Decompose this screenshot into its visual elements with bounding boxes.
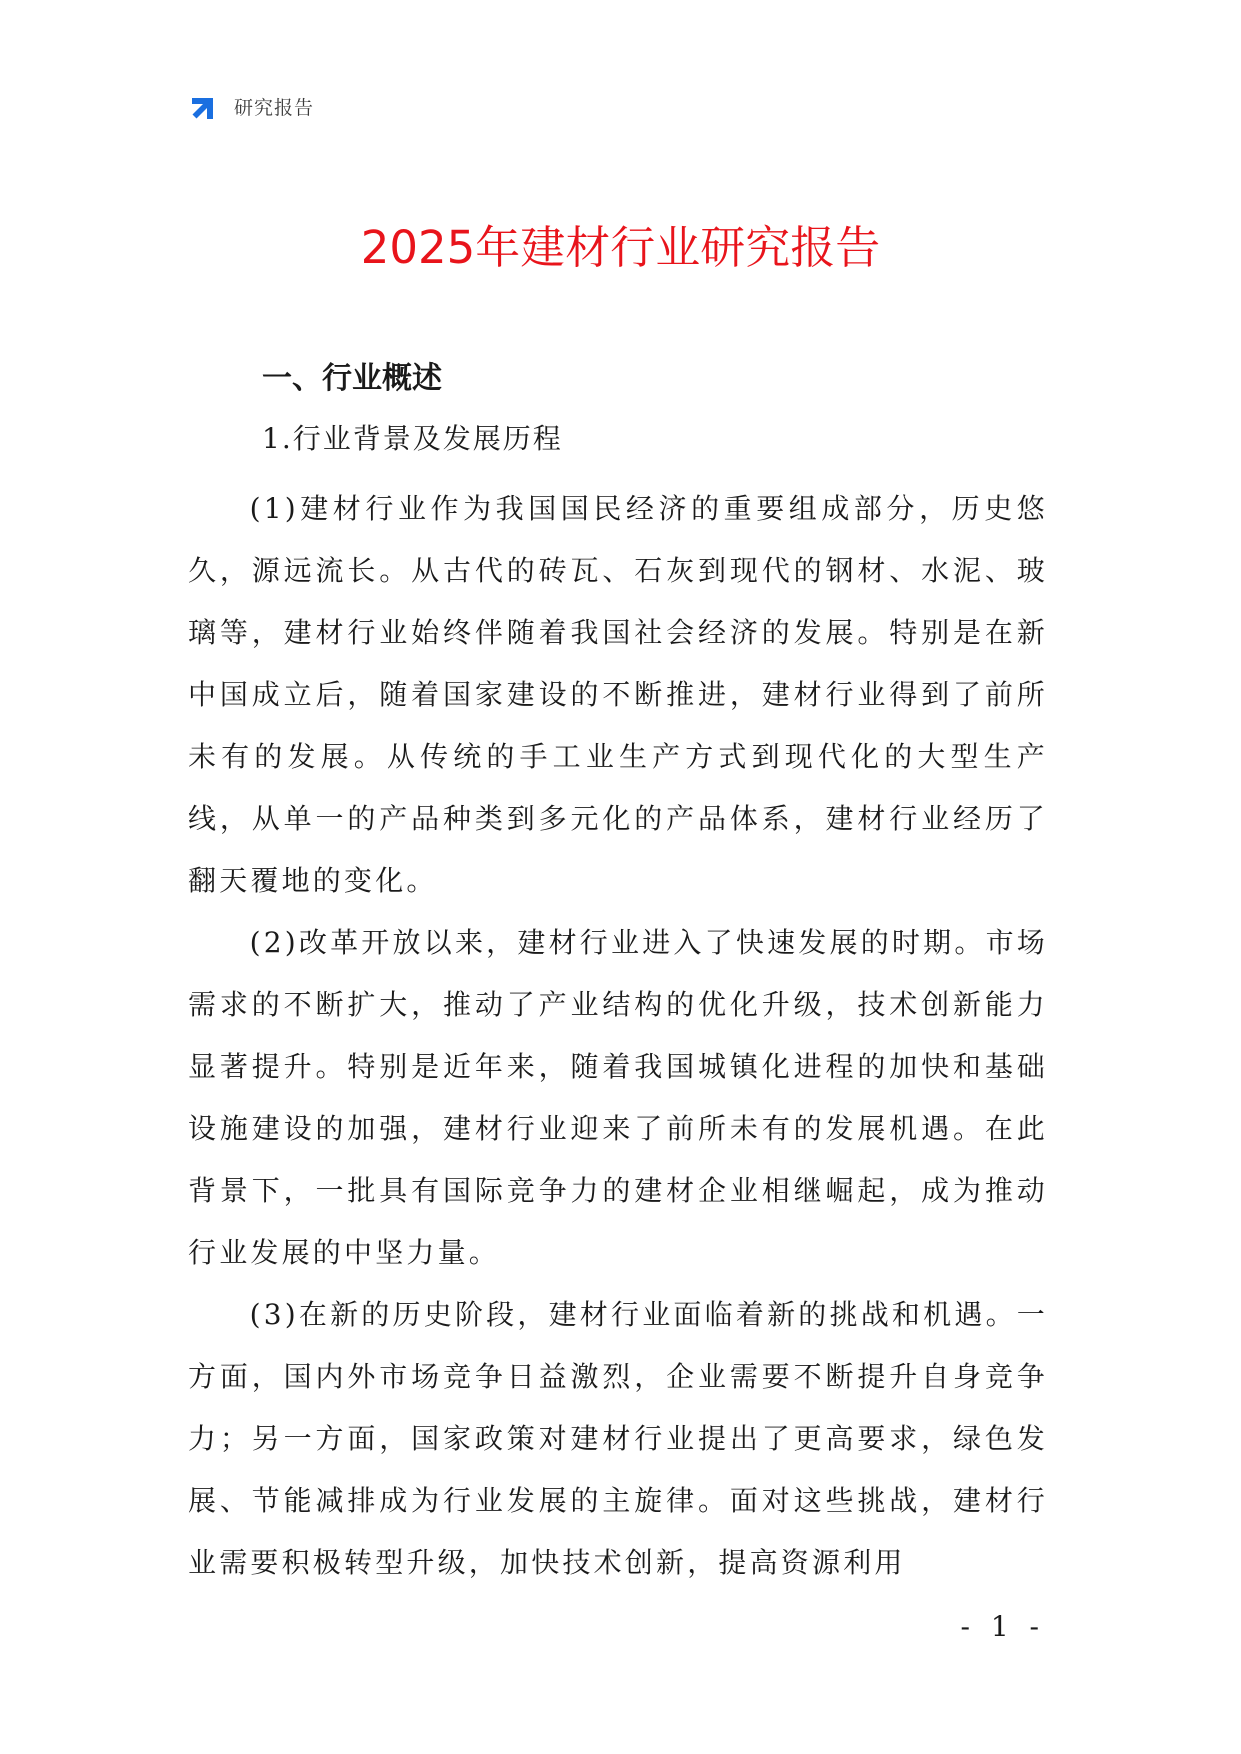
page-number: - 1 -: [960, 1610, 1045, 1643]
paragraph: (2)改革开放以来，建材行业进入了快速发展的时期。市场需求的不断扩大，推动了产业结构的优化升级，技术创新能力显著提升。特别是近年来，随着我国城镇化进程的加快和基础设施建设的加强，建材行业迎来了前所未有的发展机遇。在此背景下，一批具有国际竞争力的建材企业相继崛起，成为推动行业发展的中坚力量。: [188, 926, 1048, 1269]
body-text: [188, 478, 1048, 1594]
header-label: 研究报告: [234, 96, 315, 119]
sub-heading: 1.行业背景及发展历程: [262, 422, 563, 455]
page-header: [188, 88, 314, 124]
paragraph: (1)建材行业作为我国国民经济的重要组成部分，历史悠久，源远流长。从古代的砖瓦、石灰到现代的钢材、水泥、玻璃等，建材行业始终伴随着我国社会经济的发展。特别是在新中国成立后，随着国家建设的不断推进，建材行业得到了前所未有的发展。从传统的手工业生产方式到现代化的大型生产线，从单一的产品种类到多元化的产品体系，建材行业经历了翻天覆地的变化。: [188, 492, 1048, 897]
section-heading: 一、行业概述: [262, 361, 442, 396]
document-title: 2025年建材行业研究报告: [360, 221, 881, 274]
diagonal-arrow-icon: [188, 89, 222, 123]
paragraph: (3)在新的历史阶段，建材行业面临着新的挑战和机遇。一方面，国内外市场竞争日益激烈，企业需要不断提升自身竞争力；另一方面，国家政策对建材行业提出了更高要求，绿色发展、节能减排成为行业发展的主旋律。面对这些挑战，建材行业需要积极转型升级，加快技术创新，提高资源利用: [188, 1298, 1048, 1579]
